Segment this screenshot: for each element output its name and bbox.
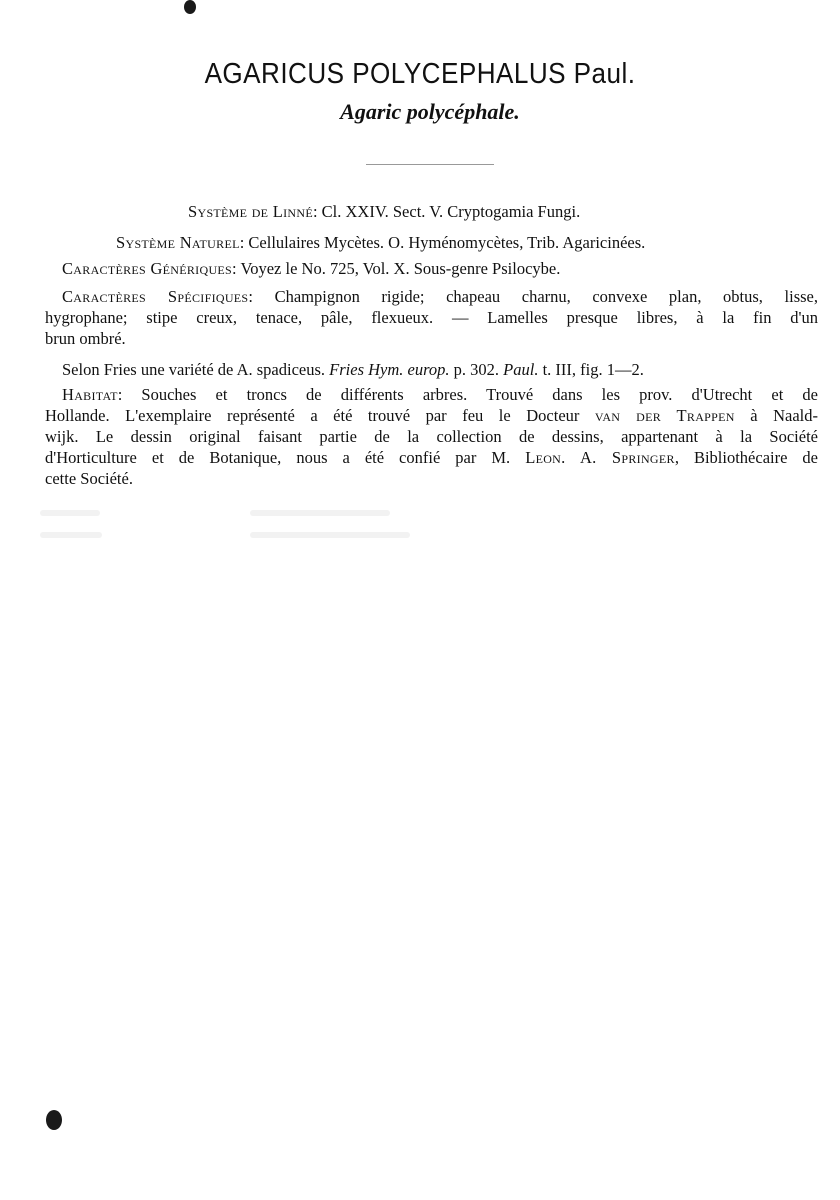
habitat-line: [45, 405, 818, 426]
systeme-naturel-line: [116, 233, 645, 253]
caracteres-specifiques-line: hygrophane; stipe creux, tenace, pâle, flexueux. — Lamelles presque libres, à la fin d'un: [45, 308, 818, 327]
caracteres-specifiques-text-1: : Champignon rigide; chapeau charnu, convexe plan, obtus, lisse,: [248, 287, 818, 306]
caracteres-generiques-text: : Voyez le No. 725, Vol. X. Sous-genre Psilocybe.: [232, 259, 561, 278]
systeme-linne-label: Système de Linné: [188, 202, 313, 221]
title-divider: [366, 164, 494, 165]
systeme-naturel-text: : Cellulaires Mycètes. O. Hyménomycètes, Trib. Agaricinées.: [239, 233, 646, 252]
habitat-paragraph: [45, 384, 818, 489]
selon-fries-paul: Paul.: [503, 360, 539, 379]
selon-fries-text-b: p. 302.: [453, 360, 500, 379]
selon-fries-reference: Fries Hym. europ.: [329, 360, 450, 379]
habitat-text-2b: à Naald-: [750, 406, 819, 425]
show-through-mark: [250, 510, 390, 516]
caracteres-generiques-line: [62, 259, 560, 279]
caracteres-specifiques-paragraph: [45, 286, 818, 349]
caracteres-specifiques-line: [45, 286, 818, 307]
habitat-line: wijk. Le dessin original faisant partie de la collection de dessins, appartenant à la Société: [45, 427, 818, 446]
show-through-mark: [250, 532, 410, 538]
habitat-line: cette Société.: [45, 469, 133, 488]
selon-fries-text-c: t. III, fig. 1—2.: [542, 360, 644, 379]
habitat-text-4a: d'Horticulture et de Botanique, nous a été confié par M.: [45, 448, 511, 467]
habitat-text-1: : Souches et troncs de différents arbres. Trouvé dans les prov. d'Utrecht et de: [117, 385, 818, 404]
ink-spot-bottom: [46, 1110, 62, 1130]
selon-fries-text-a: Selon Fries une variété de A. spadiceus.: [62, 360, 326, 379]
ink-spot-top: [184, 0, 196, 14]
systeme-linne-text: : Cl. XXIV. Sect. V. Cryptogamia Fungi.: [312, 202, 581, 221]
habitat-line: [45, 447, 818, 468]
habitat-line: [45, 384, 818, 405]
caracteres-specifiques-line: brun ombré.: [45, 329, 126, 348]
habitat-name-trappen: van der Trappen: [594, 406, 735, 425]
show-through-mark: [40, 510, 100, 516]
systeme-naturel-label: Système Naturel: [116, 233, 240, 252]
caracteres-specifiques-label: Caractères Spécifiques: [62, 287, 249, 306]
show-through-mark: [40, 532, 102, 538]
page-subtitle: Agaric polycéphale.: [340, 99, 520, 124]
systeme-linne-line: [188, 202, 580, 222]
habitat-text-4b: , Bibliothécaire de: [674, 448, 819, 467]
selon-fries-line: [62, 360, 644, 380]
habitat-label: Habitat: [62, 385, 118, 404]
habitat-text-2a: Hollande. L'exemplaire représenté a été trouvé par feu le Docteur: [45, 406, 580, 425]
page-title: AGARICUS POLYCEPHALUS Paul.: [204, 58, 636, 90]
caracteres-generiques-label: Caractères Génériques: [62, 259, 233, 278]
habitat-name-springer: Leon. A. Springer: [525, 448, 675, 467]
